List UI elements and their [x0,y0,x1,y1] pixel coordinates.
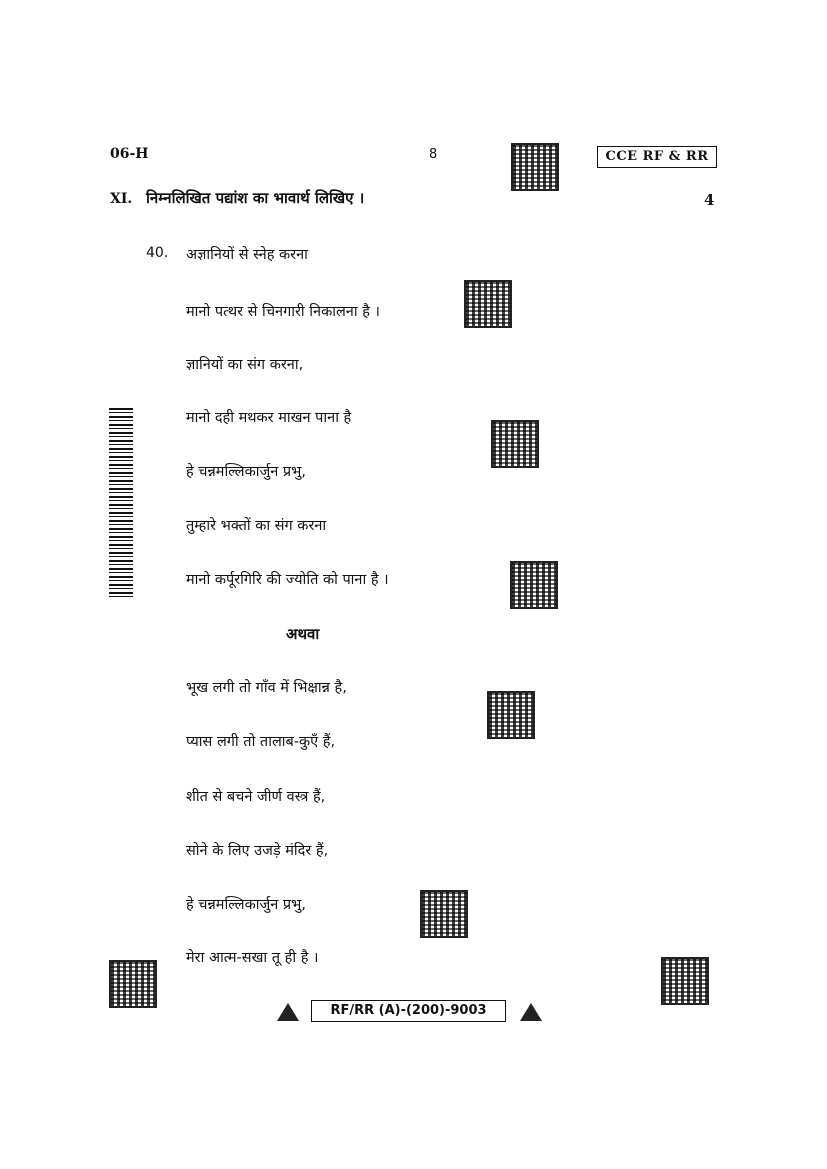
paper-code: 06-H [110,146,149,162]
qr-code-icon [661,957,709,1005]
poem-line-4: मानो दही मथकर माखन पाना है [186,410,352,426]
alt-poem-line-3: शीत से बचने जीर्ण वस्त्र हैं, [186,789,326,805]
poem-line-5: हे चन्नमल्लिकार्जुन प्रभु, [186,464,306,480]
footer-code: RF/RR (A)-(200)-9003 [311,1000,506,1022]
poem-line-2: मानो पत्थर से चिनगारी निकालना है । [186,304,381,320]
question-instruction: निम्नलिखित पद्यांश का भावार्थ लिखिए । [146,189,365,207]
or-label: अथवा [286,625,320,643]
alt-poem-line-1: भूख लगी तो गाँव में भिक्षान्न है, [186,680,347,696]
question-marks: 4 [704,191,715,209]
poem-line-3: ज्ञानियों का संग करना, [186,357,304,373]
page-number: 8 [429,147,438,162]
alt-poem-line-6: मेरा आत्म-सखा तू ही है । [186,950,319,966]
qr-code-icon [491,420,539,468]
qr-code-icon [109,960,157,1008]
alt-poem-line-4: सोने के लिए उजड़े मंदिर हैं, [186,843,329,859]
poem-line-1: अज्ञानियों से स्नेह करना [186,247,308,263]
series-label: CCE RF & RR [597,146,717,168]
poem-line-6: तुम्हारे भक्तों का संग करना [186,518,327,534]
qr-code-icon [510,561,558,609]
item-number: 40. [146,245,169,261]
qr-code-icon [464,280,512,328]
question-number: XI. [110,191,133,207]
barcode-icon [109,408,133,598]
alt-poem-line-2: प्यास लगी तो तालाब-कुएँ हैं, [186,734,336,750]
triangle-marker-icon [277,1003,299,1021]
alt-poem-line-5: हे चन्नमल्लिकार्जुन प्रभु, [186,897,306,913]
qr-code-icon [487,691,535,739]
triangle-marker-icon [520,1003,542,1021]
qr-code-icon [420,890,468,938]
poem-line-7: मानो कर्पूरगिरि की ज्योति को पाना है । [186,572,389,588]
qr-code-icon [511,143,559,191]
